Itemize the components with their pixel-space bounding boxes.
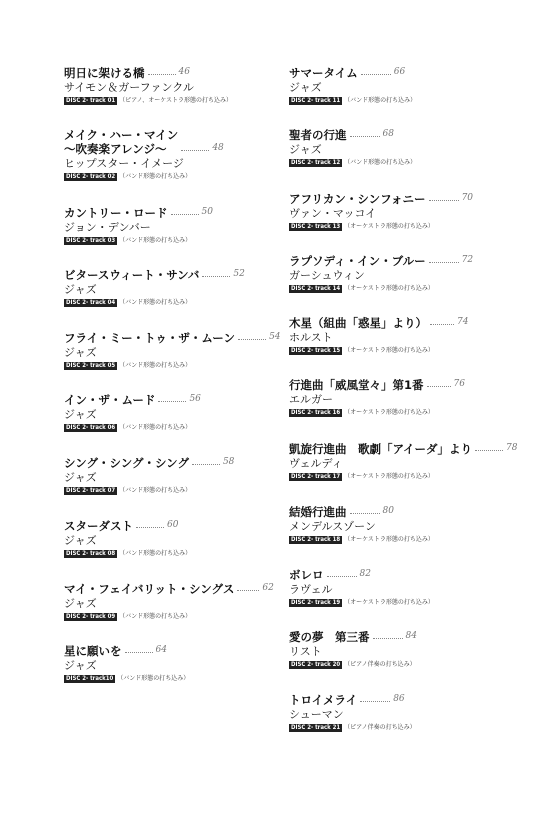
song-title-line: 愛の夢 第三番	[289, 630, 370, 644]
dotted-leader	[429, 262, 459, 263]
song-title-line: スターダスト	[64, 519, 133, 533]
toc-entry-right-0[interactable]	[289, 66, 519, 105]
disc-track-badge: DISC 2- track 09	[66, 613, 116, 620]
disc-track-badge: DISC 2- track 18	[291, 536, 341, 543]
disc-track-badge: DISC 2- track 06	[66, 424, 116, 431]
song-title	[289, 378, 424, 392]
dotted-leader	[327, 576, 357, 577]
toc-entry-right-3[interactable]	[289, 254, 519, 293]
song-title-line: アフリカン・シンフォニー	[289, 192, 426, 206]
dotted-leader	[136, 527, 164, 528]
arrangement-note: （オーケストラ形態の打ち込み）	[344, 223, 434, 230]
disc-track-badge: DISC 2- track 16	[291, 409, 341, 416]
disc-track-badge: DISC 2- track 04	[66, 299, 116, 306]
song-title	[64, 66, 145, 80]
arrangement-note: （バンド形態の打ち込み）	[344, 159, 417, 166]
arrangement-note: （バンド形態の打ち込み）	[119, 550, 192, 557]
disc-track-badge: DISC 2- track 01	[66, 97, 116, 104]
song-title-line: イン・ザ・ムード	[64, 393, 156, 407]
song-title-line: サマータイム	[289, 66, 358, 80]
page-number: 60	[167, 520, 179, 530]
arrangement-note: （ピアノ伴奏の打ち込み）	[344, 661, 416, 668]
song-title	[289, 66, 358, 80]
artist-name: ラヴェル	[289, 583, 333, 596]
page-number: 64	[155, 645, 167, 655]
song-title-line: メイク・ハー・マイン	[64, 128, 179, 142]
arrangement-note: （オーケストラ形態の打ち込み）	[344, 473, 434, 480]
dotted-leader	[158, 401, 186, 402]
arrangement-note: （バンド形態の打ち込み）	[119, 487, 192, 494]
page-number: 46	[178, 67, 190, 77]
toc-entry-right-9[interactable]	[289, 630, 519, 669]
arrangement-note: （オーケストラ形態の打ち込み）	[344, 536, 434, 543]
dotted-leader	[429, 200, 459, 201]
toc-entry-left-6[interactable]	[64, 456, 269, 495]
song-title-line: マイ・フェイバリット・シングス	[64, 582, 235, 596]
toc-entry-left-9[interactable]	[64, 644, 269, 683]
song-title-line: フライ・ミー・トゥ・ザ・ムーン	[64, 331, 236, 345]
toc-entry-left-0[interactable]	[64, 66, 269, 105]
song-title	[289, 128, 347, 142]
artist-name: ジャズ	[64, 346, 97, 359]
song-title-line: 明日に架ける橋	[64, 66, 145, 80]
toc-entry-left-2[interactable]	[64, 206, 269, 245]
song-title	[64, 393, 155, 407]
disc-track-badge: DISC 2- track 13	[291, 223, 341, 230]
toc-entry-right-5[interactable]	[289, 378, 519, 417]
disc-track-badge: DISC 2- track 03	[66, 237, 116, 244]
toc-entry-left-1[interactable]	[64, 128, 269, 181]
disc-track-badge: DISC 2- track 07	[66, 487, 116, 494]
song-title	[289, 693, 357, 707]
arrangement-note: （バンド形態の打ち込み）	[119, 299, 192, 306]
page-number: 54	[269, 332, 281, 342]
song-title	[289, 568, 324, 582]
toc-entry-left-5[interactable]	[64, 393, 269, 432]
arrangement-note: （バンド形態の打ち込み）	[119, 362, 192, 369]
song-title-line: カントリー・ロード	[64, 206, 168, 220]
artist-name: ガーシュウィン	[289, 269, 365, 282]
artist-name: ホルスト	[289, 331, 333, 344]
disc-track-badge: DISC 2- track 14	[291, 285, 341, 292]
song-title	[64, 519, 133, 533]
song-title-line: 木星（組曲「惑星」より）	[289, 316, 427, 330]
dotted-leader	[360, 701, 390, 702]
disc-track-badge: DISC 2- track10	[66, 675, 114, 682]
page-number: 48	[212, 143, 224, 153]
toc-entry-left-3[interactable]	[64, 268, 269, 307]
page-number: 74	[457, 317, 469, 327]
song-title	[64, 128, 178, 156]
toc-entry-left-7[interactable]	[64, 519, 269, 558]
song-title	[289, 630, 370, 644]
artist-name: シューマン	[289, 708, 344, 721]
dotted-leader	[237, 590, 259, 591]
artist-name: ジャズ	[64, 534, 97, 547]
song-title	[289, 254, 426, 268]
dotted-leader	[350, 136, 380, 137]
dotted-leader	[171, 214, 199, 215]
dotted-leader	[181, 150, 209, 151]
song-title-line: 凱旋行進曲 歌劇「アイーダ」より	[289, 442, 472, 456]
song-title	[289, 505, 347, 519]
toc-entry-left-8[interactable]	[64, 582, 274, 621]
disc-track-badge: DISC 2- track 11	[291, 97, 341, 104]
arrangement-note: （バンド形態の打ち込み）	[117, 675, 190, 682]
dotted-leader	[361, 74, 391, 75]
disc-track-badge: DISC 2- track 05	[66, 362, 116, 369]
page-number: 84	[405, 631, 417, 641]
disc-track-badge: DISC 2- track 12	[291, 159, 341, 166]
artist-name: サイモン＆ガーファンクル	[64, 81, 194, 94]
dotted-leader	[475, 450, 503, 451]
artist-name: ヴェルディ	[289, 457, 343, 470]
disc-track-badge: DISC 2- track 17	[291, 473, 341, 480]
artist-name: ジャズ	[64, 597, 97, 610]
artist-name: ジャズ	[64, 408, 97, 421]
artist-name: ジャズ	[64, 283, 97, 296]
dotted-leader	[148, 74, 176, 75]
artist-name: メンデルスゾーン	[289, 520, 376, 533]
page-number: 62	[262, 583, 274, 593]
page-number: 68	[382, 129, 394, 139]
artist-name: ジャズ	[289, 143, 322, 156]
toc-entry-right-8[interactable]	[289, 568, 519, 607]
disc-track-badge: DISC 2- track 21	[291, 724, 341, 731]
arrangement-note: （バンド形態の打ち込み）	[119, 237, 192, 244]
dotted-leader	[430, 324, 454, 325]
song-title	[289, 442, 472, 456]
disc-track-badge: DISC 2- track 08	[66, 550, 116, 557]
arrangement-note: （バンド形態の打ち込み）	[119, 424, 192, 431]
arrangement-note: （バンド形態の打ち込み）	[119, 173, 192, 180]
artist-name: ヴァン・マッコイ	[289, 207, 377, 220]
page-number: 80	[382, 506, 394, 516]
artist-name: ジャズ	[289, 81, 322, 94]
dotted-leader	[350, 513, 380, 514]
song-title	[64, 456, 189, 470]
arrangement-note: （バンド形態の打ち込み）	[119, 613, 192, 620]
arrangement-note: （ピアノ、オーケストラ形態の打ち込み）	[119, 97, 232, 104]
disc-track-badge: DISC 2- track 20	[291, 661, 341, 668]
toc-entry-left-4[interactable]	[64, 331, 281, 370]
song-title	[289, 192, 426, 206]
song-title	[64, 582, 234, 596]
song-title-line: ビタースウィート・サンバ	[64, 268, 200, 282]
song-title-line: ボレロ	[289, 568, 324, 582]
artist-name: ジャズ	[64, 659, 97, 672]
song-title-line: 結婚行進曲	[289, 505, 347, 519]
toc-entry-right-2[interactable]	[289, 192, 519, 231]
disc-track-badge: DISC 2- track 02	[66, 173, 116, 180]
song-title	[64, 644, 122, 658]
arrangement-note: （オーケストラ形態の打ち込み）	[344, 347, 434, 354]
artist-name: エルガー	[289, 393, 333, 406]
arrangement-note: （オーケストラ形態の打ち込み）	[344, 285, 434, 292]
dotted-leader	[427, 386, 451, 387]
dotted-leader	[202, 276, 230, 277]
song-title	[64, 206, 168, 220]
page-number: 72	[461, 255, 474, 265]
song-title-line: ラプソディ・イン・ブルー	[289, 254, 426, 268]
arrangement-note: （バンド形態の打ち込み）	[344, 97, 417, 104]
dotted-leader	[125, 652, 153, 653]
artist-name: ヒップスター・イメージ	[64, 157, 184, 170]
song-title-line: 星に願いを	[64, 644, 122, 658]
page-number: 82	[359, 569, 371, 579]
disc-track-badge: DISC 2- track 15	[291, 347, 341, 354]
song-title-line: 行進曲「威風堂々」第1番	[289, 378, 424, 392]
page-number: 86	[393, 694, 405, 704]
page-number: 50	[201, 207, 213, 217]
page-number: 56	[189, 394, 201, 404]
artist-name: ジョン・デンバー	[64, 221, 151, 234]
toc-entry-right-4[interactable]	[289, 316, 519, 355]
toc-entry-right-7[interactable]	[289, 505, 519, 544]
song-title-line: トロイメライ	[289, 693, 358, 707]
page-number: 58	[222, 457, 235, 467]
page-number: 78	[505, 443, 518, 453]
arrangement-note: （オーケストラ形態の打ち込み）	[344, 599, 434, 606]
page-number: 66	[393, 67, 406, 77]
song-title-line: ～吹奏楽アレンジ～	[64, 142, 167, 156]
dotted-leader	[373, 638, 403, 639]
song-title	[64, 331, 235, 345]
song-title-line: 聖者の行進	[289, 128, 347, 142]
page-number: 52	[233, 269, 245, 279]
toc-entry-right-10[interactable]	[289, 693, 519, 732]
song-title	[289, 316, 427, 330]
song-title-line: シング・シング・シング	[64, 456, 189, 470]
toc-entry-right-6[interactable]	[289, 442, 519, 481]
artist-name: ジャズ	[64, 471, 97, 484]
arrangement-note: （オーケストラ形態の打ち込み）	[344, 409, 434, 416]
disc-track-badge: DISC 2- track 19	[291, 599, 341, 606]
arrangement-note: （ピアノ伴奏の打ち込み）	[344, 724, 416, 731]
page-number: 76	[453, 379, 465, 389]
dotted-leader	[192, 464, 220, 465]
toc-entry-right-1[interactable]	[289, 128, 519, 167]
song-title	[64, 268, 199, 282]
artist-name: リスト	[289, 645, 322, 658]
dotted-leader	[238, 339, 266, 340]
page-number: 70	[461, 193, 474, 203]
